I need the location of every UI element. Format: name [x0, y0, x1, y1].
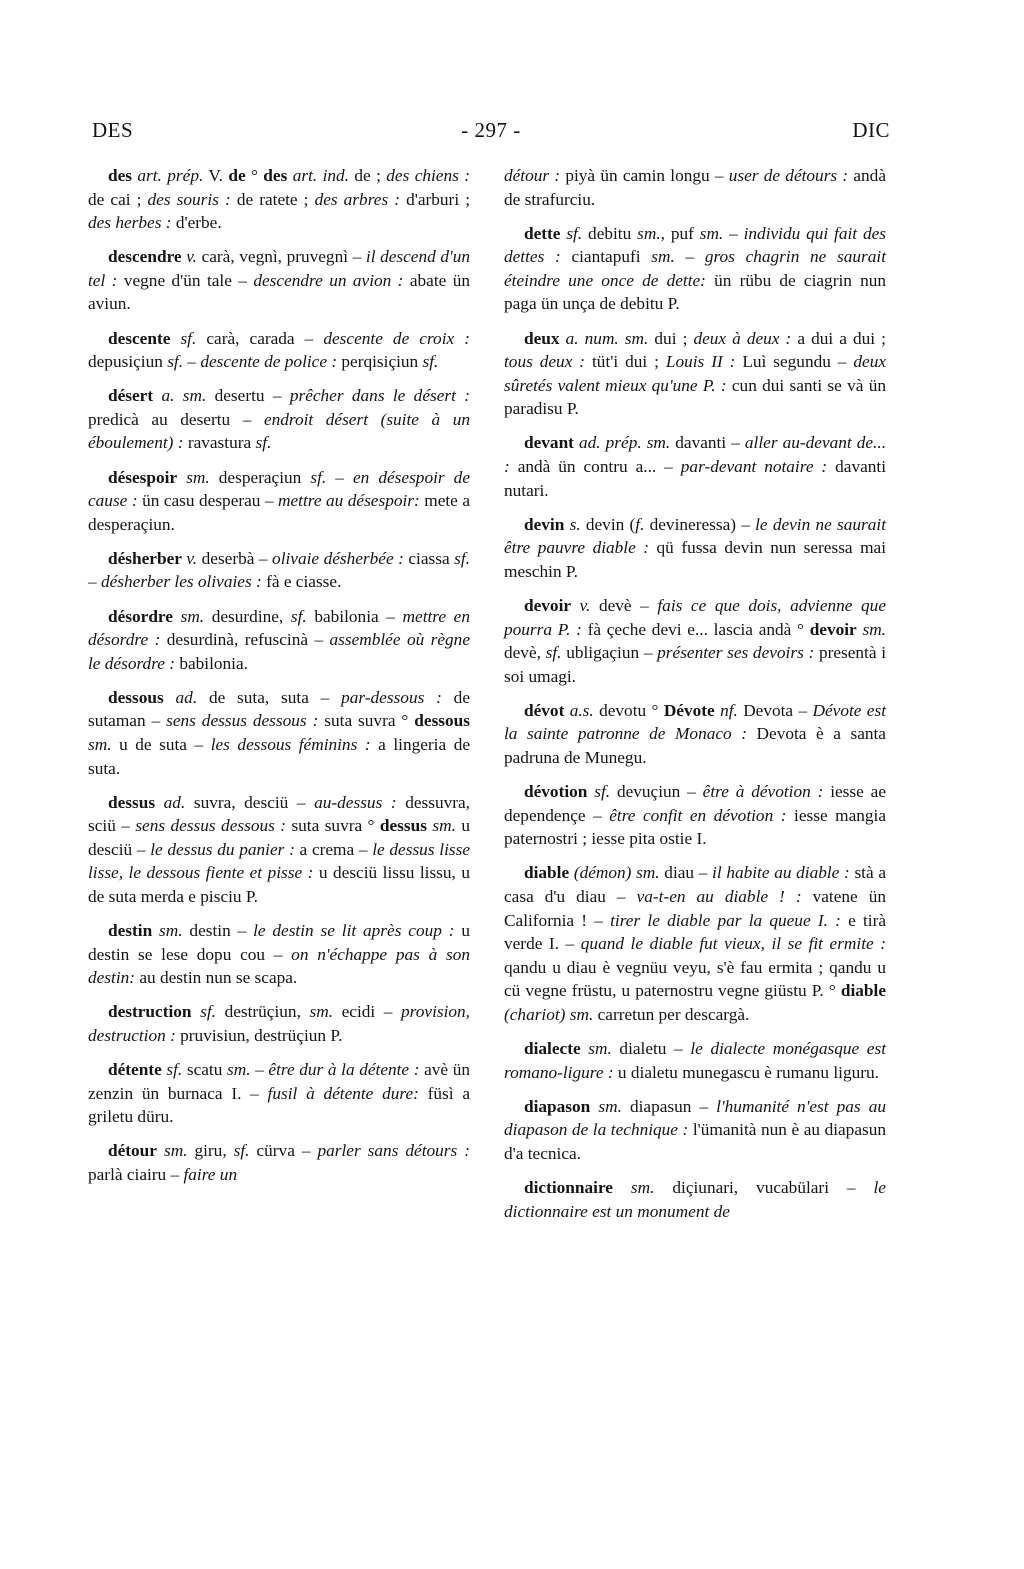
translation-text: e tirà verde I. – [504, 910, 886, 954]
grammar-label: sm. [159, 921, 183, 941]
dictionary-entry [504, 431, 886, 502]
translation-text: qandu u diau è vegnüu veyu, s'è fau ermita ; qandu u cü vegne früstu, u paternostru vegne giüstu P. ° [504, 957, 886, 1001]
column-right [504, 164, 886, 1234]
grammar-label: sm. [630, 1178, 655, 1198]
translation-text: andà ün contru a... – [509, 457, 681, 477]
translation-text: perqisiçiun [337, 352, 423, 372]
dictionary-entry [88, 547, 470, 594]
translation-text: de ; [348, 166, 387, 185]
example-phrase: l'humanité n'est pas au diapason de la technique : [504, 1096, 886, 1140]
headword: devant [524, 433, 574, 453]
translation-text: , puf [660, 223, 700, 243]
example-phrase: sens dessus dessous : [135, 816, 287, 836]
example-phrase: quand le diable fut vieux, il se fit ermite : [580, 934, 886, 954]
translation-text [192, 1002, 201, 1021]
translation-text: iesse mangia paternostri ; iesse pita ostie I. [504, 805, 887, 849]
grammar-label: sf. [200, 1002, 216, 1022]
headword: des [263, 166, 288, 185]
dictionary-entry [504, 1176, 886, 1223]
grammar-label: sm. [432, 816, 456, 836]
translation-text: a dui a dui ; [791, 328, 886, 348]
grammar-label: sf. [180, 328, 197, 348]
example-phrase: des herbes : [88, 213, 172, 233]
translation-text: depusiçiun [88, 352, 168, 372]
translation-text: pruvisiun, destrüçiun P. [175, 1026, 343, 1045]
translation-text [613, 1178, 631, 1197]
translation-text [571, 596, 580, 615]
example-phrase: des arbres : [314, 189, 401, 209]
example-phrase: on n'échappe pas à son destin: [88, 944, 470, 988]
grammar-label: sm. [88, 734, 112, 754]
example-phrase: fais ce que dois, advienne que pourra P. : [504, 596, 886, 639]
translation-text: – [326, 467, 353, 487]
dictionary-entry [504, 222, 886, 316]
translation-text: d'erbe. [171, 213, 222, 233]
example-phrase: fusil à détente dure: [267, 1083, 419, 1103]
example-phrase: des chiens : [386, 166, 470, 185]
grammar-label: ad. [175, 687, 198, 707]
translation-text: desperaçiun [209, 467, 311, 487]
example-phrase: être à dévotion : [702, 782, 824, 802]
dictionary-entry [88, 686, 470, 780]
grammar-label: sf. [233, 1141, 250, 1161]
example-phrase: des souris : [147, 189, 231, 209]
example-phrase: par-dessous : [341, 687, 442, 707]
example-phrase: Dévote est la sainte patronne de Monaco : [504, 700, 887, 744]
example-phrase: olivaie désherbée : [272, 548, 404, 568]
example-phrase: descendre un avion : [253, 270, 404, 290]
translation-text: de sutaman – [88, 687, 470, 731]
dictionary-entry [504, 861, 886, 1026]
grammar-label: nf. [720, 700, 738, 720]
translation-text: davanti – [670, 433, 745, 453]
grammar-label: (démon) sm. [573, 863, 660, 883]
translation-text: dessuvra, sciü – [88, 792, 470, 836]
grammar-label: sf. [594, 782, 611, 802]
headword: des [108, 166, 133, 185]
translation-text: suta suvra ° [286, 816, 380, 836]
example-phrase: individu qui fait des dettes : [504, 223, 886, 267]
headword: dévotion [524, 782, 588, 802]
grammar-label: sm. [699, 223, 724, 243]
example-phrase: descente de police : [200, 352, 338, 372]
translation-text: devin ( [580, 514, 636, 534]
grammar-label: art. ind. [292, 166, 349, 185]
example-phrase: le dessus du panier : [150, 839, 295, 859]
dictionary-entry [88, 1058, 470, 1129]
translation-text: fà e ciasse. [261, 572, 342, 592]
translation-text: u desciü lissu lissu, u de suta merda e pisciu P. [88, 863, 470, 907]
translation-text: ün rübu de ciagrin nun paga ün unça de debitu P. [504, 270, 886, 314]
headword: dessus [379, 816, 427, 836]
translation-text [155, 793, 164, 812]
translation-text: ubligaçiun – [561, 643, 658, 663]
example-phrase: provision, destruction : [88, 1002, 470, 1045]
headword: désordre [108, 606, 173, 626]
dictionary-entry [88, 919, 470, 990]
grammar-label: sf. [255, 433, 272, 453]
translation-text: u dialetu munegascu è rumanu liguru. [613, 1062, 879, 1082]
example-phrase: le devin ne saurait être pauvre diable : [504, 514, 886, 558]
headword: dictionnaire [524, 1178, 613, 1198]
example-phrase: parler sans détours : [317, 1141, 470, 1161]
grammar-label: sf. [290, 606, 307, 626]
headword: dette [524, 223, 561, 243]
dictionary-entry [504, 780, 886, 851]
example-phrase: il descend d'un tel : [88, 247, 470, 290]
dictionary-entry [88, 791, 470, 909]
translation-text: devè, [504, 643, 546, 663]
translation-text [173, 607, 181, 626]
example-phrase: deux sûretés valent mieux qu'une P. : [504, 352, 887, 395]
example-phrase: mettre au désespoir: [278, 491, 420, 511]
translation-text: de ratete ; [230, 189, 315, 209]
example-phrase: user de détours : [728, 166, 849, 185]
translation-text: desurdine, [204, 606, 291, 626]
running-head-left: DES [92, 118, 134, 142]
translation-text: l'ümanità nun è au diapasun d'a tecnica. [504, 1120, 887, 1163]
example-phrase: détour : [504, 166, 561, 185]
grammar-label: sf. [422, 352, 439, 372]
headword: de [228, 166, 246, 185]
grammar-label: sm. [186, 467, 210, 487]
example-phrase: par-devant notaire : [680, 457, 828, 477]
translation-text: u destin se lese dopu cou – [88, 921, 470, 964]
translation-text: de suta, suta – [197, 687, 342, 707]
translation-text: desurdinà, refuscinà – [160, 630, 330, 650]
example-phrase: sens dessus dessous : [166, 711, 319, 731]
grammar-label: sm. [862, 619, 886, 639]
example-phrase: les dessous féminins : [210, 734, 371, 754]
grammar-label: (chariot) sm. [504, 1005, 594, 1024]
translation-text: – [88, 572, 101, 592]
translation-text: dui ; [648, 328, 694, 348]
grammar-label: a. sm. [161, 386, 207, 406]
grammar-label: v. [186, 548, 198, 568]
dictionary-entry [88, 466, 470, 537]
grammar-label: a. num. sm. [565, 328, 649, 348]
translation-text: V. [203, 166, 229, 185]
translation-text: diçiunari, vucabülari – [654, 1178, 874, 1198]
example-phrase: le destin se lit après coup : [253, 921, 455, 941]
example-phrase: faire un [183, 1164, 238, 1184]
dictionary-entry [504, 327, 886, 421]
translation-text: vatene ün California ! – [504, 887, 887, 930]
grammar-label: f. [635, 514, 645, 534]
grammar-label: ad. prép. sm. [579, 433, 671, 453]
headword: détente [108, 1060, 162, 1080]
translation-text: avè ün zenzin ün burnaca I. – [88, 1060, 470, 1103]
translation-text: vegne d'ün tale – [117, 270, 254, 290]
translation-text: ciantapufi [560, 247, 652, 267]
example-phrase: Louis II : [665, 352, 736, 372]
translation-text: diapasun – [621, 1096, 717, 1116]
dictionary-entry [504, 594, 886, 688]
grammar-label: ad. [163, 792, 186, 812]
example-phrase: prêcher dans le désert : [289, 386, 470, 406]
translation-text [164, 688, 176, 707]
translation-text: fà çeche devi e... lascia andà ° [581, 619, 810, 639]
translation-text: ecidi – [333, 1002, 402, 1022]
dictionary-entry [88, 327, 470, 374]
translation-text: qü fussa devin nun seressa mai meschin P. [504, 538, 887, 581]
headword: diapason [524, 1096, 591, 1116]
translation-text: giru, [187, 1141, 234, 1161]
translation-text: carretun per descargà. [593, 1005, 750, 1024]
dictionary-entry [88, 1139, 470, 1186]
example-phrase: endroit désert (suite à un éboulement) : [88, 409, 470, 453]
grammar-label: sm. [309, 1002, 334, 1022]
translation-text: cun dui santi se và ün paradisu P. [504, 375, 886, 419]
translation-text: diau – [659, 863, 713, 883]
translation-text: – [674, 247, 705, 267]
page-number: - 297 - [461, 118, 521, 142]
translation-text: iesse ae dependençe – [504, 782, 887, 825]
translation-text: Devota è a santa padruna de Munegu. [504, 724, 886, 768]
dictionary-entry [88, 384, 470, 455]
dictionary-entry [88, 605, 470, 676]
translation-text: a crema – [294, 839, 373, 859]
translation-text: davanti nutari. [504, 457, 886, 500]
dictionary-entry [88, 164, 470, 235]
example-phrase: au-dessus : [314, 792, 397, 812]
example-phrase: le dessus lisse lisse, le dessous fiente et pisse : [88, 839, 470, 883]
example-phrase: le dictionnaire est un monument de [504, 1178, 886, 1221]
headword: diable [524, 863, 570, 883]
example-phrase: présenter ses devoirs : [657, 643, 815, 663]
translation-text: Devota – [737, 700, 813, 720]
example-phrase: descente de croix : [323, 328, 470, 348]
headword: devoir [524, 596, 572, 615]
translation-text: mete a desperaçiun. [88, 491, 470, 534]
translation-text: devineressa) – [644, 514, 756, 534]
example-phrase: être dur à la détente : [268, 1060, 420, 1080]
grammar-label: sf. [167, 352, 184, 372]
headword: dialecte [524, 1039, 581, 1059]
headword: dessous [414, 711, 470, 731]
headword: désespoir [108, 467, 178, 487]
translation-text: devuçiun – [610, 782, 703, 802]
running-head-right: DIC [852, 118, 890, 142]
running-head [92, 118, 890, 148]
example-phrase: gros chagrin ne saurait éteindre une once de dette: [504, 247, 887, 290]
grammar-label: sm. [651, 247, 675, 267]
example-phrase: en désespoir de cause : [88, 467, 470, 511]
translation-text: au destin nun se scapa. [135, 968, 298, 988]
translation-text: cürva – [249, 1141, 318, 1161]
entry-continuation [504, 164, 886, 211]
grammar-label: sf. [310, 467, 327, 487]
grammar-label: sf. [545, 643, 562, 663]
dictionary-entry [504, 699, 886, 770]
example-phrase: aller au-devant de... : [504, 433, 887, 477]
grammar-label: a.s. [569, 700, 594, 720]
grammar-label: v. [579, 596, 591, 615]
translation-text: babilonia – [306, 606, 403, 626]
translation-text: tüt'i dui ; [585, 352, 666, 372]
grammar-label: sf. [454, 548, 470, 568]
grammar-label: sf. [166, 1060, 183, 1080]
grammar-label: v. [186, 247, 197, 267]
translation-text: u desciü – [88, 816, 471, 859]
dictionary-entry [504, 513, 886, 584]
translation-text: ravastura [183, 433, 256, 453]
translation-text: babilonia. [175, 653, 248, 673]
grammar-label: sm. [598, 1096, 622, 1116]
headword: diable [840, 981, 886, 1001]
example-phrase: mettre en désordre : [88, 606, 470, 650]
example-phrase: le dialecte monégasque est romano-ligure : [504, 1039, 886, 1082]
translation-text: deserbà – [197, 548, 273, 568]
translation-text: ciassa [403, 548, 455, 568]
translation-text: – [723, 223, 744, 243]
translation-text: parlà ciairu – [88, 1164, 184, 1184]
translation-text: destrüçiun, [215, 1002, 310, 1022]
headword: désert [108, 386, 154, 406]
headword: devoir [809, 619, 857, 639]
headword: deux [524, 328, 560, 348]
translation-text: piyà ün camin longu – [560, 166, 729, 185]
translation-text: a lingeria de suta. [88, 734, 471, 778]
translation-text: d'arburi ; [400, 189, 471, 209]
grammar-label: sm. [163, 1141, 188, 1161]
grammar-label: s. [569, 514, 581, 534]
translation-text: – [250, 1060, 269, 1080]
translation-text [177, 468, 186, 487]
grammar-label: sm. [588, 1039, 612, 1059]
translation-text: – [183, 352, 201, 372]
translation-text: u de suta – [111, 734, 211, 754]
headword: désherber [108, 548, 182, 568]
headword: descendre [108, 247, 182, 267]
example-phrase: désherber les olivaies : [100, 572, 262, 592]
column-left [88, 164, 470, 1197]
translation-text: desertu – [206, 386, 290, 406]
translation-text [157, 1141, 164, 1160]
translation-text: suta suvra ° [318, 711, 415, 731]
example-phrase: tirer le diable par la queue I. : [610, 910, 841, 930]
translation-text: de cai ; [88, 189, 148, 209]
dictionary-entry [88, 245, 470, 316]
grammar-label: art. prép. [137, 166, 204, 185]
dictionary-entry [88, 1000, 470, 1047]
translation-text: andà de strafurciu. [504, 166, 886, 209]
grammar-label: sm. [226, 1060, 251, 1080]
translation-text [170, 329, 180, 348]
headword: descente [108, 328, 171, 348]
translation-text: carà, carada – [196, 328, 324, 348]
example-phrase: va-t-en au diable ! : [636, 887, 802, 907]
translation-text: devotu ° [593, 700, 664, 720]
dictionary-entry [504, 1037, 886, 1084]
translation-text: dialetu – [611, 1039, 691, 1059]
translation-text: füsì a griletu düru. [88, 1083, 471, 1127]
headword: dessus [108, 792, 156, 812]
translation-text: carà, vegnì, pruvegnì – [196, 247, 366, 267]
translation-text: abate ün aviun. [88, 270, 471, 314]
translation-text: destin – [182, 921, 254, 941]
translation-text: ün casu desperau – [137, 491, 279, 511]
translation-text: debitu [582, 223, 638, 243]
example-phrase: il habite au diable : [712, 863, 850, 883]
headword: destin [108, 921, 153, 941]
dictionary-entry [504, 1095, 886, 1166]
translation-text: presentà i soi umagi. [504, 643, 887, 686]
headword: dévot [524, 700, 565, 720]
translation-text: Luì segundu – [735, 352, 854, 372]
headword: destruction [108, 1002, 192, 1022]
example-phrase: assemblée où règne le désordre : [88, 630, 470, 673]
grammar-label: sf. [566, 223, 583, 243]
translation-text: predicà au desertu – [88, 409, 264, 429]
example-phrase: deux à deux : [693, 328, 792, 348]
headword: dessous [108, 687, 164, 707]
translation-text: stà a casa d'u diau – [504, 863, 886, 907]
headword: détour [108, 1141, 157, 1161]
translation-text: suvra, desciü – [185, 792, 315, 812]
grammar-label: sm. [637, 223, 661, 243]
grammar-label: sm. [180, 606, 205, 626]
translation-text: devè – [590, 596, 658, 615]
translation-text: scatu [182, 1060, 227, 1080]
example-phrase: être confit en dévotion : [609, 805, 787, 825]
headword: devin [524, 514, 565, 534]
translation-text: ° [245, 166, 264, 185]
headword: Dévote [663, 700, 715, 720]
example-phrase: tous deux : [504, 352, 586, 372]
